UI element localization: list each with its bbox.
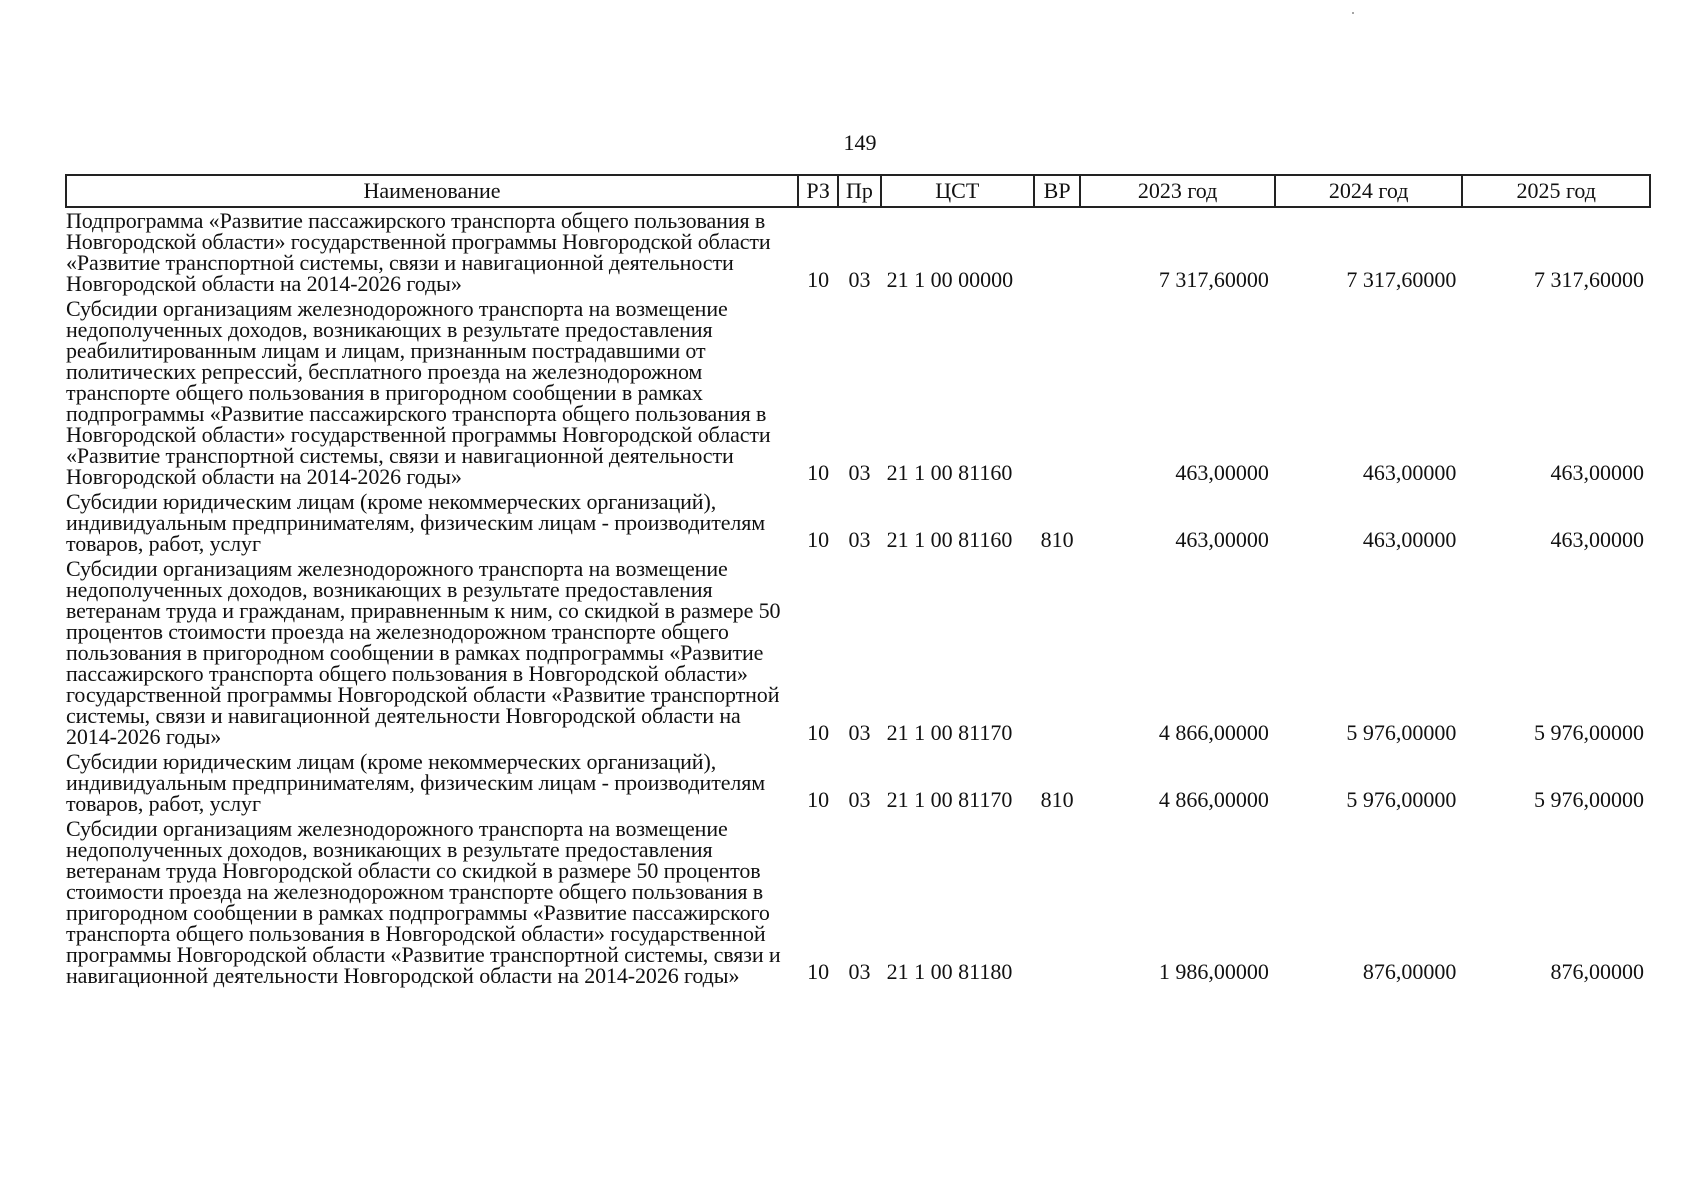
row-2025: 7 317,60000: [1534, 267, 1644, 292]
row-cst: 21 1 00 81160: [886, 527, 1013, 552]
row-2024: 463,00000: [1362, 527, 1457, 552]
row-2025: 5 976,00000: [1534, 787, 1644, 812]
row-name: Субсидии организациям железнодорожного транспорта на возмещение недополученных доходов, возникающих в результате предоставления реабилитированным лицам и лицам, признанным пострадавшими от политических репрессий, бесплатного проезда на железнодорожном транспорте общего пользования в пригородном сообщении в рамках подпрограммы «Развитие пассажирского транспорта общего пользования в Новгородской области» государственной программы Новгородской области «Развитие транспортной системы, связи и навигационной деятельности Новгородской области на 2014-2026 годы»: [66, 296, 771, 489]
row-cst: 21 1 00 81180: [886, 959, 1013, 984]
row-name: Субсидии организациям железнодорожного транспорта на возмещение недополученных доходов, возникающих в результате предоставления ветеранам труда Новгородской области со скидкой в размере 50 процентов стоимости проезда на железнодорожном транспорте общего пользования в пригородном сообщении в рамках подпрограммы «Развитие пассажирского транспорта общего пользования в Новгородской области» государственной программы Новгородской области «Развитие транспортной системы, связи и навигационной деятельности Новгородской области на 2014-2026 годы»: [66, 816, 781, 988]
header-pr: Пр: [838, 175, 880, 207]
row-2024: 463,00000: [1362, 460, 1457, 485]
table-row: [66, 489, 1650, 556]
row-2024: 5 976,00000: [1346, 720, 1457, 745]
row-vr: [1034, 556, 1080, 749]
row-vr: [1034, 296, 1080, 489]
row-vr: [1034, 207, 1080, 296]
row-2023: 4 866,00000: [1158, 787, 1269, 812]
row-2023: 463,00000: [1175, 460, 1269, 485]
row-cst: 21 1 00 81160: [886, 460, 1013, 485]
budget-table-container: [65, 174, 1651, 988]
table-row: [66, 207, 1650, 296]
row-pr: 03: [848, 527, 871, 552]
row-vr: 810: [1040, 787, 1074, 812]
table-header-row: [66, 175, 1650, 207]
header-2023: 2023 год: [1080, 175, 1275, 207]
row-vr: 810: [1040, 527, 1074, 552]
row-cst: 21 1 00 81170: [886, 720, 1013, 745]
table-row: [66, 296, 1650, 489]
row-name: Подпрограмма «Развитие пассажирского транспорта общего пользования в Новгородской области» государственной программы Новгородской области «Развитие транспортной системы, связи и навигационной деятельности Новгородской области на 2014-2026 годы»: [66, 208, 771, 296]
row-2025: 463,00000: [1550, 527, 1644, 552]
row-pr: 03: [848, 267, 871, 292]
budget-table: [65, 174, 1651, 988]
row-rz: 10: [807, 460, 830, 485]
row-pr: 03: [848, 959, 871, 984]
row-2025: 463,00000: [1550, 460, 1644, 485]
row-2023: 4 866,00000: [1158, 720, 1269, 745]
row-vr: [1034, 816, 1080, 988]
table-row: [66, 816, 1650, 988]
row-2024: 5 976,00000: [1346, 787, 1457, 812]
page-number: 149: [843, 130, 877, 155]
row-pr: 03: [848, 460, 871, 485]
table-row: [66, 749, 1650, 816]
row-rz: 10: [807, 787, 830, 812]
row-2023: 1 986,00000: [1158, 959, 1269, 984]
row-pr: 03: [848, 787, 871, 812]
table-row: [66, 556, 1650, 749]
row-pr: 03: [848, 720, 871, 745]
header-cst: ЦСТ: [881, 175, 1034, 207]
row-rz: 10: [807, 959, 830, 984]
row-2024: 876,00000: [1362, 959, 1457, 984]
row-2023: 463,00000: [1175, 527, 1269, 552]
row-cst: 21 1 00 00000: [886, 267, 1014, 292]
row-rz: 10: [807, 267, 830, 292]
row-2025: 876,00000: [1550, 959, 1644, 984]
header-name: Наименование: [66, 175, 798, 207]
header-vr: ВР: [1034, 175, 1080, 207]
row-name: Субсидии организациям железнодорожного транспорта на возмещение недополученных доходов, возникающих в результате предоставления ветеранам труда и гражданам, приравненным к ним, со скидкой в размере 50 процентов стоимости проезда на железнодорожном транспорте общего пользования в пригородном сообщении в рамках подпрограммы «Развитие пассажирского транспорта общего пользования в Новгородской области» государственной программы Новгородской области «Развитие транспортной системы, связи и навигационной деятельности Новгородской области на 2014-2026 годы»: [66, 556, 781, 749]
row-rz: 10: [807, 720, 830, 745]
row-2025: 5 976,00000: [1534, 720, 1644, 745]
header-rz: РЗ: [798, 175, 838, 207]
row-cst: 21 1 00 81170: [886, 787, 1013, 812]
row-2023: 7 317,60000: [1158, 267, 1269, 292]
row-rz: 10: [807, 527, 830, 552]
row-name: Субсидии юридическим лицам (кроме некоммерческих организаций), индивидуальным предпринимателям, физическим лицам - производителям товаров, работ, услуг: [66, 749, 766, 816]
scan-speck: [1352, 12, 1354, 14]
row-2024: 7 317,60000: [1346, 267, 1457, 292]
header-2025: 2025 год: [1462, 175, 1650, 207]
header-2024: 2024 год: [1275, 175, 1463, 207]
row-name: Субсидии юридическим лицам (кроме некоммерческих организаций), индивидуальным предпринимателям, физическим лицам - производителям товаров, работ, услуг: [66, 489, 766, 556]
